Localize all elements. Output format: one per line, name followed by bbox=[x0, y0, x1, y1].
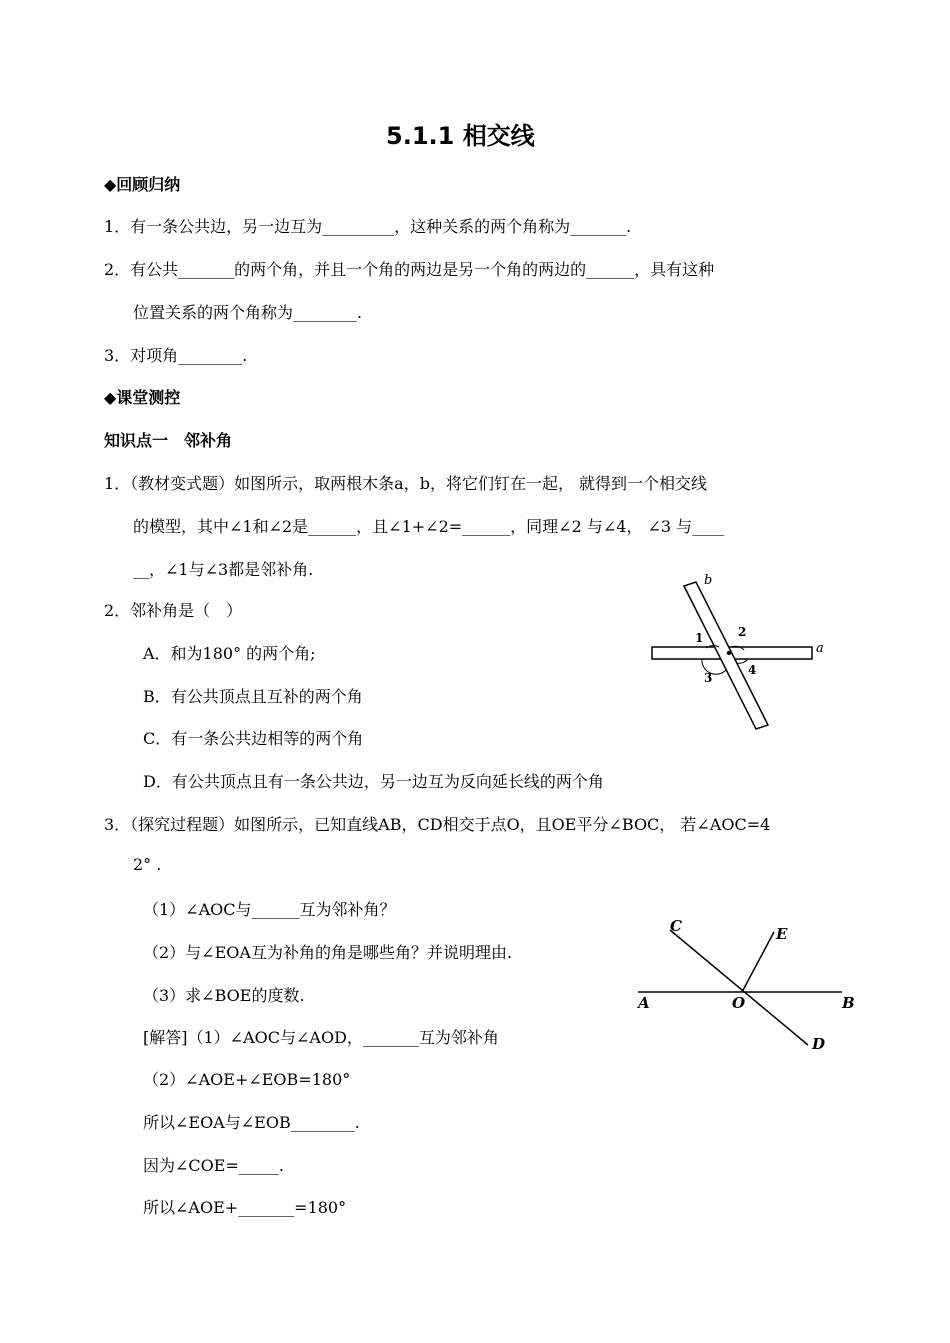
answer-line-4: 因为∠COE=_____. bbox=[143, 1156, 284, 1175]
answer-line-5: 所以∠AOE+_______=180° bbox=[143, 1198, 347, 1217]
problem-3-line-1: 3．（探究过程题）如图所示，已知直线AB，CD相交于点O，且OE平分∠BOC， 若∠AOC=4 bbox=[104, 815, 771, 834]
label-b: b bbox=[704, 573, 713, 588]
answer-line-2: （2）∠AOE+∠EOB=180° bbox=[143, 1070, 351, 1089]
review-question-2-line-2: 位置关系的两个角称为________. bbox=[133, 303, 363, 322]
ray-oe bbox=[742, 932, 774, 992]
problem-3-sub-2: （2）与∠EOA互为补角的角是哪些角？并说明理由. bbox=[143, 943, 513, 962]
label-a: a bbox=[816, 641, 824, 656]
figure-wooden-strips bbox=[640, 570, 840, 740]
problem-3-sub-3: （3）求∠BOE的度数. bbox=[143, 986, 305, 1005]
label-A: A bbox=[638, 994, 650, 1012]
label-E: E bbox=[776, 925, 788, 943]
review-question-2-line-1: 2．有公共_______的两个角，并且一个角的两边是另一个角的两边的______，具有这种 bbox=[104, 260, 715, 279]
line-cd bbox=[670, 930, 808, 1045]
label-B: B bbox=[842, 994, 855, 1012]
section-heading-review: ◆回顾归纳 bbox=[104, 175, 181, 194]
answer-line-1: [解答]（1）∠AOC与∠AOD，_______互为邻补角 bbox=[143, 1028, 499, 1047]
label-4: 4 bbox=[748, 663, 757, 677]
label-O: O bbox=[732, 994, 746, 1012]
section-heading-classroom: ◆课堂测控 bbox=[104, 388, 181, 407]
problem-1-line-3: __，∠1与∠3都是邻补角. bbox=[133, 560, 314, 579]
label-C: C bbox=[670, 917, 682, 935]
label-D: D bbox=[812, 1035, 826, 1053]
problem-2-option-b: B．有公共顶点且互补的两个角 bbox=[143, 687, 363, 706]
page-title: 5.1.1 相交线 bbox=[386, 122, 535, 150]
knowledge-point-heading: 知识点一 邻补角 bbox=[104, 431, 233, 450]
problem-2-option-d: D．有公共顶点且有一条公共边，另一边互为反向延长线的两个角 bbox=[143, 772, 604, 791]
review-question-3: 3．对项角________. bbox=[104, 346, 248, 365]
answer-line-3: 所以∠EOA与∠EOB________. bbox=[143, 1113, 360, 1132]
problem-1-line-1: 1．（教材变式题）如图所示，取两根木条a，b，将它们钉在一起， 就得到一个相交线 bbox=[104, 474, 708, 493]
label-1: 1 bbox=[695, 631, 704, 645]
problem-3-sub-1: （1）∠AOC与______互为邻补角？ bbox=[143, 900, 396, 919]
review-question-1: 1．有一条公共边，另一边互为_________，这种关系的两个角称为_______. bbox=[104, 217, 632, 236]
figure-intersecting-lines bbox=[630, 915, 865, 1055]
problem-2-option-a: A．和为180° 的两个角; bbox=[143, 644, 316, 663]
problem-2-stem: 2．邻补角是（ ） bbox=[104, 601, 243, 620]
problem-3-line-2: 2° . bbox=[133, 855, 162, 874]
problem-2-option-c: C．有一条公共边相等的两个角 bbox=[143, 729, 364, 748]
nail-point bbox=[727, 651, 731, 655]
label-3: 3 bbox=[704, 671, 713, 685]
problem-1-line-2: 的模型，其中∠1和∠2是______，且∠1+∠2=______，同理∠2 与∠4， ∠3 与____ bbox=[133, 517, 725, 536]
label-2: 2 bbox=[738, 625, 747, 639]
